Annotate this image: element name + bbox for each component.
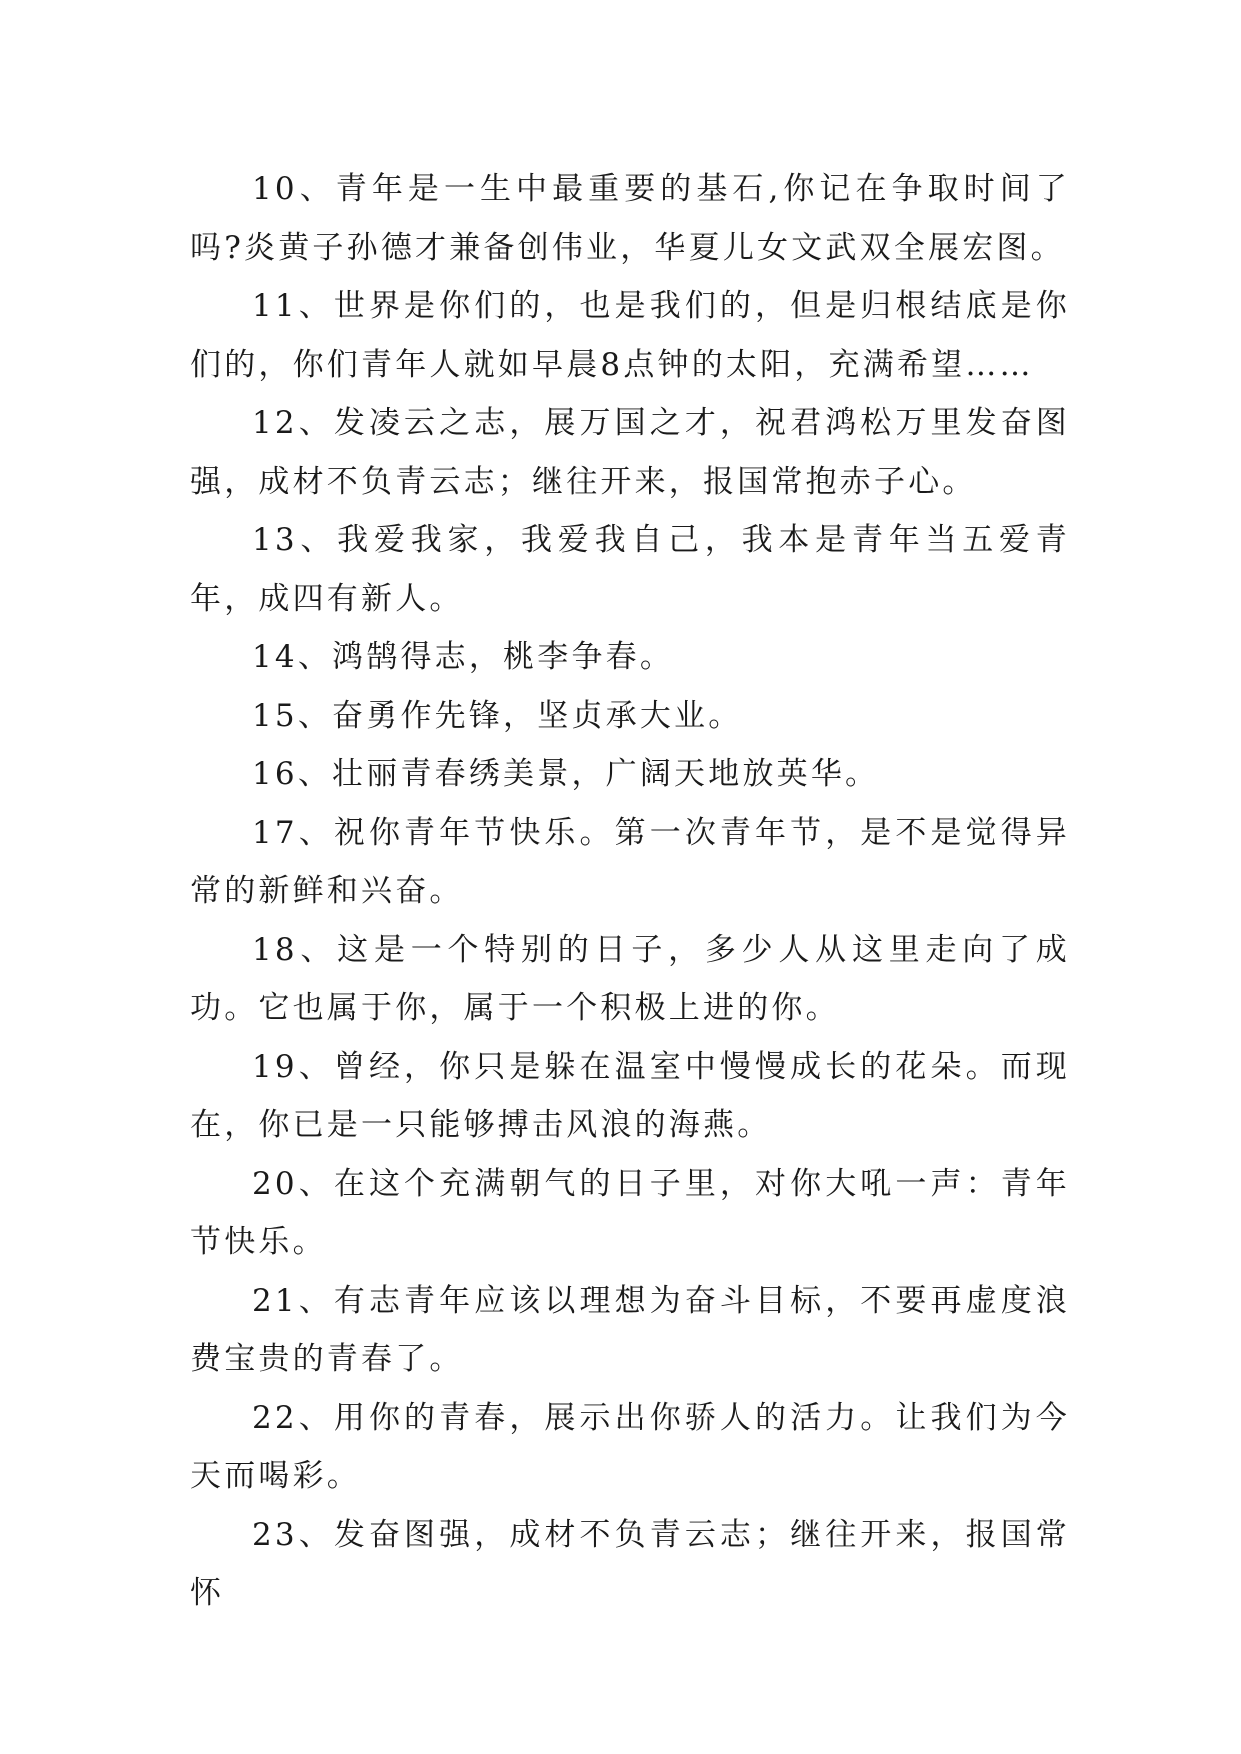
paragraph: 22、用你的青春，展示出你骄人的活力。让我们为今天而喝彩。 [190, 1399, 1070, 1494]
paragraph: 16、壮丽青春绣美景，广阔天地放英华。 [252, 756, 880, 792]
document-body [190, 160, 1070, 1623]
paragraph: 23、发奋图强，成材不负青云志；继往开来，报国常怀 [190, 1516, 1070, 1611]
paragraph: 14、鸿鹄得志，桃李争春。 [252, 639, 675, 675]
paragraph: 15、奋勇作先锋，坚贞承大业。 [252, 697, 743, 734]
paragraph: 20、在这个充满朝气的日子里，对你大吼一声：青年节快乐。 [190, 1165, 1070, 1260]
paragraph: 10、青年是一生中最重要的基石,你记在争取时间了吗?炎黄子孙德才兼备创伟业，华夏儿女文武双全展宏图。 [190, 171, 1070, 266]
paragraph: 13、我爱我家，我爱我自己，我本是青年当五爱青年，成四有新人。 [190, 522, 1070, 617]
paragraph: 11、世界是你们的，也是我们的，但是归根结底是你们的，你们青年人就如早晨8点钟的太阳，充满希望…… [190, 288, 1070, 383]
paragraph: 17、祝你青年节快乐。第一次青年节，是不是觉得异常的新鲜和兴奋。 [190, 814, 1070, 909]
paragraph: 18、这是一个特别的日子，多少人从这里走向了成功。它也属于你，属于一个积极上进的你。 [190, 931, 1070, 1026]
paragraph: 19、曾经，你只是躲在温室中慢慢成长的花朵。而现在，你已是一只能够搏击风浪的海燕。 [190, 1048, 1070, 1143]
paragraph: 12、发凌云之志，展万国之才，祝君鸿松万里发奋图强，成材不负青云志；继往开来，报国常抱赤子心。 [190, 405, 1070, 500]
paragraph: 21、有志青年应该以理想为奋斗目标，不要再虚度浪费宝贵的青春了。 [190, 1282, 1070, 1377]
